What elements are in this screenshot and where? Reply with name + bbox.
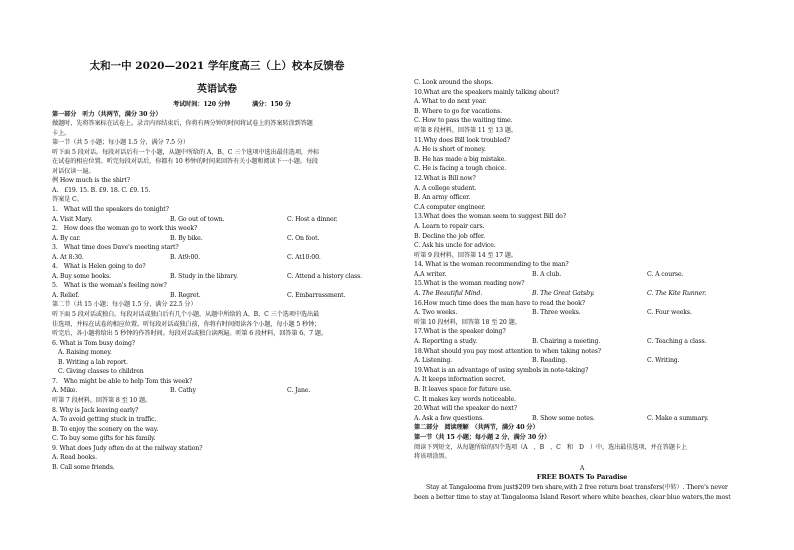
question-2-options [52, 234, 388, 244]
question-9: 9. What does Judy often do at the railway station? [52, 444, 203, 452]
question-8-option-c: C. To buy some gifts for his family. [52, 435, 156, 443]
question-13-option-c: C. Ask his uncle for advice. [414, 242, 496, 250]
question-17-options [414, 337, 750, 347]
question-11-option-c: C. He is facing a tough choice. [414, 165, 507, 173]
option-c: C. Embarrassment. [287, 291, 346, 299]
listening-material-7: 听第 7 段材料，回答第 8 至 10 题。 [52, 396, 152, 404]
example-options: A. £19. 15. B. £9. 18. C. £9. 15. [52, 186, 151, 194]
question-3: 3. What time does Dave's meeting start? [52, 244, 179, 252]
exam-time: 考试时间：120 分钟 [173, 101, 231, 108]
question-18: 18.What should you pay most attention to when taking notes? [414, 347, 601, 355]
example-answer: 答案是 C。 [52, 196, 83, 204]
option-c: C. On foot. [287, 234, 320, 242]
question-10-option-b: B. Where to go for vacations. [414, 107, 502, 115]
section1-instructions-2: 在试卷的相应位置。听完每段对话后，你都有 10 秒钟的时间来回答有关小题和阅读下一小题。每段 [52, 158, 318, 166]
part2-section1-heading: 第一节（共 15 小题；每小题 2 分，满分 30 分） [414, 433, 551, 441]
option-b: B. Cathy [170, 387, 196, 395]
question-1-options [52, 215, 388, 225]
question-5: 5. What is the woman's feeling now? [52, 282, 167, 290]
right-column [414, 78, 750, 502]
option-a: A. Listening. [414, 357, 453, 365]
option-a: A. At 8:30. [52, 253, 84, 261]
question-20: 20.What will the speaker do next? [414, 405, 517, 413]
part2-heading: 第二部分 阅读理解 （共两节，满分 40 分） [414, 424, 539, 432]
question-12-option-c: C.A computer engineer. [414, 203, 486, 211]
example-question: 例 How much is the shirt? [52, 177, 130, 185]
option-b: B. A club. [532, 270, 562, 278]
question-11-option-a: A. He is short of money. [414, 146, 486, 154]
exam-info [52, 100, 388, 110]
question-19: 19.What is an advantage of using symbols in note-taking? [414, 366, 589, 374]
left-column [52, 52, 388, 472]
question-19-option-a: A. It keeps information secret. [414, 376, 506, 384]
option-a: A. Relief. [52, 291, 80, 299]
question-10: 10.What are the speakers mainly talking about? [414, 88, 559, 96]
question-3-options [52, 253, 388, 263]
question-19-option-b: B. It leaves space for future use. [414, 386, 512, 393]
option-c: C. Teaching a class. [647, 338, 707, 346]
question-12: 12.What is Bill now? [414, 174, 476, 182]
question-10-option-a: A. What to do next year. [414, 98, 487, 106]
question-15: 15.What is the woman reading now? [414, 280, 525, 288]
question-4-options [52, 272, 388, 282]
part1-instructions: 做题时，先将答案标在试卷上。录音内容结束后，你将有两分钟的时间将试卷上的答案转涂到答题 [52, 120, 313, 128]
question-6: 6. What is Tom busy doing? [52, 339, 135, 347]
question-8: 8. Why is Jack leaving early? [52, 406, 139, 414]
option-a: A. The Beautiful Mind. [414, 290, 483, 298]
question-9-option-b: B. Call some friends. [52, 463, 115, 471]
passage-title: FREE BOATS To Paradise [536, 473, 628, 482]
exam-subtitle: 英语试卷 [197, 84, 237, 95]
option-a: A. Buy some books. [52, 272, 111, 280]
question-9-option-a: A. Read books. [52, 454, 97, 462]
option-b: B. Three weeks. [532, 309, 581, 317]
passage-line-2: been a better time to stay at Tangalooma Island Resort where white beaches, clear blue waters,the most [414, 493, 731, 501]
option-a: A. Visit Mary. [52, 215, 93, 223]
option-b: B. Regret. [170, 291, 201, 299]
section2-instructions: 听下面 5 段对话或独白。每段对话或独白后有几个小题，从题中所给的 A、B、C 三个选项中选出最 [52, 311, 320, 319]
listening-material-9: 听第 9 段材料，回答第 14 至 17 题。 [414, 251, 517, 259]
question-18-options [414, 356, 750, 366]
option-c: C. A course. [647, 270, 684, 278]
option-a: A. Ask a few questions. [414, 414, 484, 422]
question-8-option-b: B. To enjoy the scenery on the way. [52, 425, 159, 433]
section1-instructions-3: 对话仅读一遍。 [52, 167, 95, 175]
question-16: 16.How much time does the man have to read the book? [414, 299, 585, 307]
question-7: 7. Who might be able to help Tom this week? [52, 377, 193, 385]
section2-heading: 第二节（共 15 小题；每小题 1.5 分，满分 22.5 分） [52, 301, 197, 309]
option-a: A. Two weeks. [414, 309, 458, 317]
option-c: C. Four weeks. [647, 309, 692, 317]
option-c: C. Make a summary. [647, 414, 709, 422]
section2-instructions-2: 佳选项，并标在试卷的相应位置。听每段对话或独白前，你将有时间阅读各个小题，每小题 5 秒钟； [52, 320, 321, 328]
question-20-options [414, 414, 750, 424]
question-11-option-b: B. He has made a big mistake. [414, 155, 506, 163]
question-13-option-a: A. Learn to repair cars. [414, 222, 485, 230]
listening-material-8: 听第 8 段材料，回答第 11 至 13 题。 [414, 126, 517, 134]
option-b: B. Show some notes. [532, 414, 595, 422]
question-4: 4. What is Helen going to do? [52, 263, 146, 271]
option-b: B. The Great Gatsby. [532, 290, 595, 298]
option-b: B. Study in the library. [170, 272, 238, 280]
question-12-option-a: A. A college student. [414, 184, 477, 192]
question-14-options [414, 270, 750, 280]
question-15-options [414, 289, 750, 299]
part1-instructions-cont: 卡上。 [52, 129, 71, 137]
exam-title: 太和一中 2020—2021 学年度高三（上）校本反馈卷 [89, 60, 345, 72]
passage-letter: A [579, 464, 585, 472]
question-19-option-c: C. It makes key words noticeable. [414, 395, 516, 403]
question-8-option-a: A. To avoid getting stuck in traffic. [52, 416, 157, 424]
option-c: C. Writing. [647, 357, 680, 365]
question-14: 14. What is the woman recommending to the man? [414, 261, 569, 269]
question-6-option-a: A. Raising money. [58, 349, 112, 357]
listening-material-10: 听第 10 段材料，回答第 18 至 20 题。 [414, 318, 521, 326]
question-2: 2. How does the woman go to work this week? [52, 225, 198, 233]
part1-heading: 第一部分 听力（共两节，满分 30 分） [52, 110, 162, 118]
question-6-option-b: B. Writing a lab report. [58, 358, 128, 366]
question-9-option-c: C. Look around the shops. [414, 79, 493, 86]
option-c: C. At10:00. [287, 253, 321, 261]
section1-instructions: 听下面 5 段对话。每段对话后有一个小题，从题中所给的 A、B、C 三个选项中选出最佳选项，并标 [52, 148, 320, 156]
part2-instructions-2: 将该项涂黑。 [414, 453, 451, 461]
question-17: 17.What is the speaker doing? [414, 328, 506, 336]
option-b: B. Reading. [532, 357, 567, 365]
question-1: 1. What will the speakers do tonight? [52, 206, 169, 214]
question-10-option-c: C. How to pass the waiting time. [414, 117, 513, 125]
option-c: C. The Kite Runner. [647, 290, 707, 298]
option-b: B. Chairing a meeting. [532, 338, 601, 346]
exam-score: 满分：150 分 [252, 101, 291, 108]
option-a: A.A writer. [414, 270, 447, 278]
section2-instructions-3: 听完后，各小题将给出 5 秒钟的作答时间。每段对话或独白读两遍。听第 6 段材料，回答第 6、7 题。 [52, 330, 327, 338]
option-a: A. Mike. [52, 387, 78, 395]
question-13: 13.What does the woman seem to suggest Bill do? [414, 213, 566, 221]
option-b: B. Go out of town. [170, 215, 225, 223]
question-5-options [52, 291, 388, 301]
question-13-option-b: B. Decline the job offer. [414, 232, 485, 240]
option-b: B. At9:00. [170, 253, 200, 261]
option-b: B. By bike. [170, 234, 203, 242]
question-7-options [52, 386, 388, 396]
question-11: 11.Why does Bill look troubled? [414, 136, 510, 144]
option-c: C. Attend a history class. [287, 272, 363, 280]
option-c: C. Jane. [287, 387, 311, 395]
question-16-options [414, 308, 750, 318]
passage-line-1: Stay at Tangalooma from just$209 twn share,with 2 free return boat transfers(中转）. There's never [426, 483, 728, 491]
part2-instructions: 阅读下列短文，从每题所给的四个选项（A 、B 、C 和 D ）中，选出最佳选项，并在答题卡上 [414, 443, 687, 451]
option-a: A. By car. [52, 234, 81, 242]
option-c: C. Host a dinner. [287, 215, 338, 223]
section1-heading: 第一节（共 5 小题；每小题 1.5 分，满分 7.5 分） [52, 139, 189, 147]
option-a: A. Reporting a study. [414, 338, 478, 346]
question-12-option-b: B. An army officer. [414, 194, 471, 202]
question-6-option-c: C. Giving classes to children [58, 368, 144, 376]
